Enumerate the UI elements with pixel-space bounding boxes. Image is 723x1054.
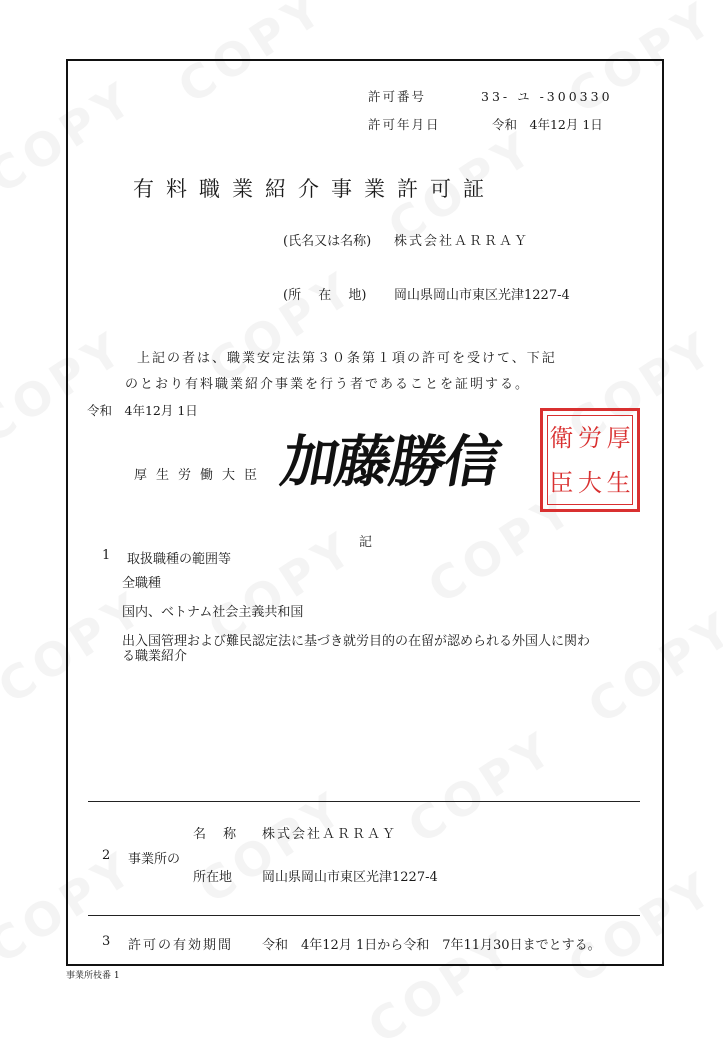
section3-heading: 許可の有効期間 — [128, 938, 234, 953]
seal-char: 生 — [606, 468, 631, 497]
seal-char: 厚 — [606, 423, 631, 452]
divider — [88, 801, 640, 802]
section2-name-value: 株式会社ＡＲＲＡＹ — [262, 827, 398, 842]
document-title: 有料職業紹介事業許可証 — [133, 177, 496, 201]
section2-name-label: 名 称 — [193, 827, 237, 842]
minister-title: 厚生労働大臣 — [134, 468, 267, 483]
holder-address-label: (所 在 地) — [283, 288, 367, 303]
section2-heading: 事業所の — [128, 852, 181, 867]
seal-char: 大 — [577, 468, 602, 497]
holder-address-value: 岡山県岡山市東区光津1227-4 — [394, 288, 570, 303]
seal-char: 衛 — [549, 423, 574, 452]
section2-location-label: 所在地 — [193, 870, 233, 885]
ki-marker: 記 — [359, 535, 373, 550]
section1-item-all-jobs: 全職種 — [122, 576, 162, 591]
permit-number-value: 33- ユ -300330 — [481, 89, 613, 104]
seal-char: 労 — [577, 423, 602, 452]
section3-number: 3 — [102, 934, 111, 949]
section3-validity-value: 令和 4年12月 1日から令和 7年11月30日までとする。 — [262, 938, 601, 953]
section1-number: 1 — [102, 548, 111, 563]
divider — [88, 915, 640, 916]
section2-location-value: 岡山県岡山市東区光津1227-4 — [262, 870, 438, 885]
issue-date: 令和 4年12月 1日 — [87, 403, 198, 418]
holder-name-label: (氏名又は名称) — [283, 234, 372, 249]
seal-char: 臣 — [549, 468, 574, 497]
footer-branch-number: 事業所枝番 1 — [66, 971, 120, 981]
official-seal — [540, 408, 640, 512]
section1-heading: 取扱職種の範囲等 — [127, 552, 232, 567]
section1-item-regions: 国内、ベトナム社会主義共和国 — [122, 605, 304, 620]
body-text-line2: のとおり有料職業紹介事業を行う者であることを証明する。 — [125, 377, 531, 392]
section1-item-foreign-line2: る職業紹介 — [122, 649, 188, 664]
permit-number-label: 許可番号 — [368, 89, 427, 104]
body-text-line1: 上記の者は、職業安定法第３０条第１項の許可を受けて、下記 — [137, 351, 557, 366]
holder-name-value: 株式会社ＡＲＲＡＹ — [394, 234, 530, 249]
minister-signature: 加藤勝信 — [276, 429, 505, 495]
section1-item-foreign-line1: 出入国管理および難民認定法に基づき就労目的の在留が認められる外国人に関わ — [122, 634, 591, 649]
section2-number: 2 — [102, 848, 111, 863]
permit-date-label: 許可年月日 — [368, 117, 441, 132]
permit-date-value: 令和 4年12月 1日 — [492, 117, 603, 132]
